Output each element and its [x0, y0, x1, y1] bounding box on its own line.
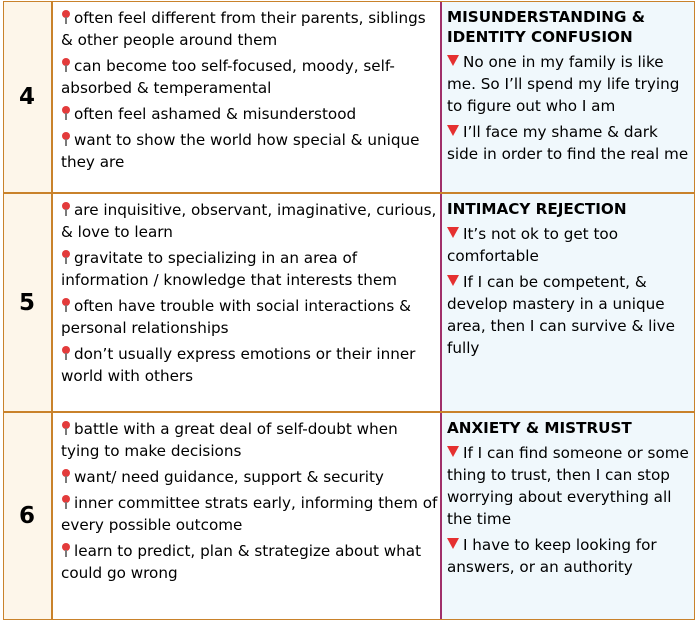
- belief-cell: [440, 412, 695, 620]
- trait-item: [61, 343, 438, 387]
- red-triangle-down-icon: [447, 227, 459, 238]
- pushpin-icon: [61, 202, 71, 216]
- traits-cell: [55, 1, 440, 193]
- trait-text: gravitate to specializing in an area of information / knowledge that interests them: [61, 249, 397, 289]
- pushpin-icon: [61, 469, 71, 483]
- trait-text: want to show the world how special & unique they are: [61, 131, 420, 171]
- belief-text: If I can be competent, & develop mastery in a unique area, then I can survive & live fully: [447, 273, 675, 357]
- trait-item: [61, 418, 438, 462]
- red-triangle-down-icon: [447, 125, 459, 136]
- pushpin-icon: [61, 346, 71, 360]
- type-number: 5: [18, 289, 35, 316]
- type-number-cell: [3, 1, 53, 193]
- trait-text: are inquisitive, observant, imaginative, curious, & love to learn: [61, 201, 437, 241]
- row-divider: [3, 411, 695, 413]
- red-triangle-down-icon: [447, 275, 459, 286]
- trait-text: want/ need guidance, support & security: [74, 468, 384, 486]
- pushpin-icon: [61, 495, 71, 509]
- belief-heading: INTIMACY REJECTION: [447, 200, 627, 218]
- trait-item: [61, 7, 438, 51]
- table-row-type-5: [3, 193, 695, 412]
- red-triangle-down-icon: [447, 538, 459, 549]
- belief-cell: [440, 1, 695, 193]
- pushpin-icon: [61, 58, 71, 72]
- trait-item: [61, 199, 438, 243]
- trait-item: [61, 129, 438, 173]
- trait-item: [61, 103, 438, 125]
- belief-text: I’ll face my shame & dark side in order to find the real me: [447, 123, 689, 163]
- type-number-cell: [3, 193, 53, 412]
- trait-text: often have trouble with social interactions & personal relationships: [61, 297, 411, 337]
- trait-item: [61, 55, 438, 99]
- trait-text: don’t usually express emotions or their inner world with others: [61, 345, 416, 385]
- table-row-type-6: [3, 412, 695, 620]
- pushpin-icon: [61, 543, 71, 557]
- table-row-type-4: [3, 1, 695, 193]
- traits-cell: [55, 193, 440, 412]
- type-number-cell: [3, 412, 53, 620]
- trait-text: often feel different from their parents, siblings & other people around them: [61, 9, 426, 49]
- pushpin-icon: [61, 132, 71, 146]
- row-divider: [3, 192, 695, 194]
- belief-text: It’s not ok to get too comfortable: [447, 225, 618, 265]
- trait-text: inner committee strats early, informing them of every possible outcome: [61, 494, 438, 534]
- trait-text: learn to predict, plan & strategize about what could go wrong: [61, 542, 422, 582]
- trait-text: battle with a great deal of self-doubt when tying to make decisions: [61, 420, 398, 460]
- trait-item: [61, 466, 438, 488]
- red-triangle-down-icon: [447, 55, 459, 66]
- trait-text: can become too self-focused, moody, self-absorbed & temperamental: [61, 57, 395, 97]
- belief-heading: MISUNDERSTANDING & IDENTITY CONFUSION: [447, 8, 645, 46]
- trait-item: [61, 540, 438, 584]
- red-triangle-down-icon: [447, 446, 459, 457]
- belief-item: [447, 271, 693, 359]
- type-number: 4: [18, 84, 35, 110]
- belief-item: [447, 121, 693, 165]
- trait-text: often feel ashamed & misunderstood: [74, 105, 357, 123]
- pushpin-icon: [61, 10, 71, 24]
- pushpin-icon: [61, 421, 71, 435]
- pushpin-icon: [61, 298, 71, 312]
- belief-item: [447, 534, 693, 578]
- pushpin-icon: [61, 250, 71, 264]
- pushpin-icon: [61, 106, 71, 120]
- trait-item: [61, 295, 438, 339]
- trait-item: [61, 492, 438, 536]
- belief-item: [447, 51, 693, 117]
- belief-heading: ANXIETY & MISTRUST: [447, 419, 632, 437]
- type-number: 6: [18, 503, 35, 529]
- belief-item: [447, 223, 693, 267]
- trait-item: [61, 247, 438, 291]
- belief-item: [447, 442, 693, 530]
- belief-cell: [440, 193, 695, 412]
- traits-cell: [55, 412, 440, 620]
- belief-text: I have to keep looking for answers, or an authority: [447, 536, 657, 576]
- belief-text: If I can find someone or some thing to trust, then I can stop worrying about everything all the time: [447, 444, 689, 528]
- belief-text: No one in my family is like me. So I’ll spend my life trying to figure out who I am: [447, 53, 680, 115]
- enneagram-type-table: [3, 1, 695, 620]
